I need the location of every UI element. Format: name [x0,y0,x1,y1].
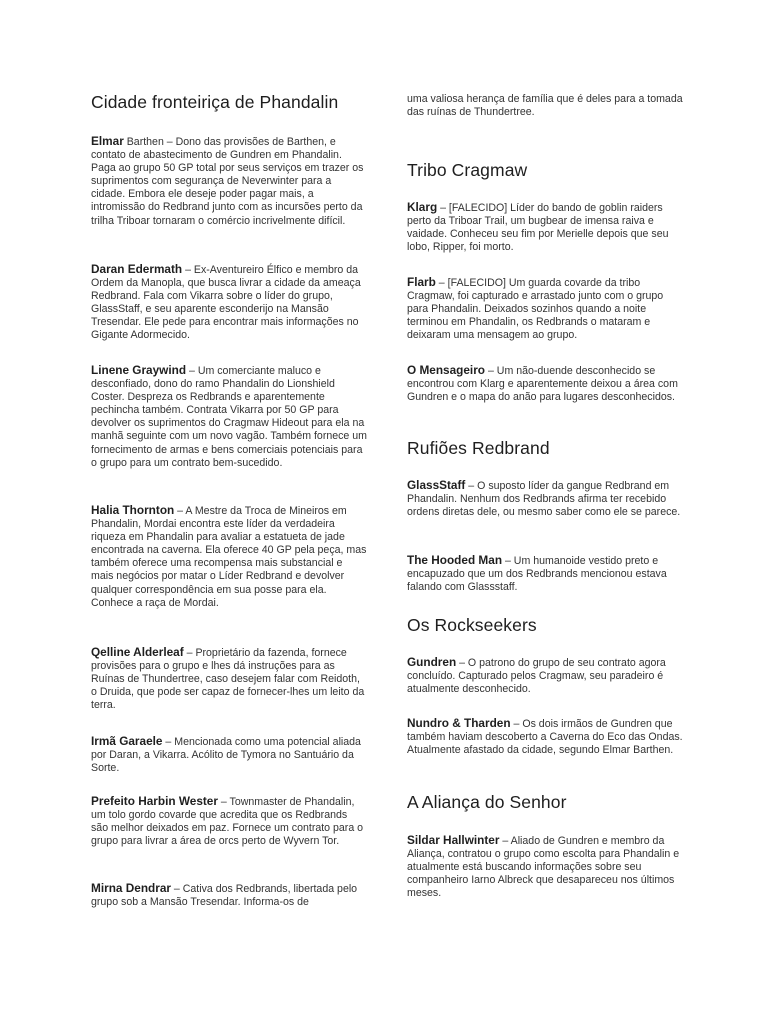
entry-name: Flarb [407,275,436,289]
entry-text: – [FALECIDO] Um guarda covarde da tribo Cragmaw, foi capturado e arrastado junto com o grupo para Phandalin. Deixados sozinhos quando a noite terminou em Phandalin, os Redbrands o mataram e deixaram uma mensagem ao grupo. [407,277,664,342]
section-heading-redbrand: Rufiões Redbrand [407,438,550,458]
entry-nundro-tharden [407,717,683,757]
entry-name: Mirna Dendrar [91,881,171,895]
entry-name: Sildar Hallwinter [407,833,500,847]
entry-linene [91,364,367,470]
entry-text: – Proprietário da fazenda, fornece provisões para o grupo e lhes dá instruções para as Ruínas de Thundertree, caso desejem falar com Reidoth, o Druida, que pode ser capaz de fornecer-lhes um leito da terra. [91,647,365,712]
entry-text: – O patrono do grupo de seu contrato agora concluído. Capturado pelos Cragmaw, seu paradeiro é atualmente desconhecido. [407,657,666,696]
entry-harbin [91,795,367,848]
entry-name: Klarg [407,200,438,214]
entry-name: Nundro & Tharden [407,716,511,730]
section-heading-phandalin: Cidade fronteiriça de Phandalin [91,92,339,112]
entry-text: – [FALECIDO] Líder do bando de goblin raiders perto da Triboar Trail, um bugbear de imensa raiva e vaidade. Conheceu seu fim por Merielle depois que seu lobo, Ripper, foi morto. [407,202,669,254]
entry-halia [91,504,367,610]
entry-text: – Um não-duende desconhecido se encontrou com Klarg e aparentemente deixou a área com Gundren e o mapa do anão para lugares desconhecidos. [407,365,678,404]
section-heading-cragmaw: Tribo Cragmaw [407,160,528,180]
entry-hooded-man [407,554,683,594]
entry-text: – Um comerciante maluco e desconfiado, dono do ramo Phandalin do Lionshield Coster. Despreza os Redbrands e aparentemente pechincha também. Contrata Vikarra por 50 GP para devolver os suprimentos do Cragmaw Hideout para ela na manhã seguinte com um novo vagão. Também fornece um fornecimento de armas e bens comerciais potenciais para o grupo para um contrato bem-sucedido. [91,365,367,469]
entry-text: – Aliado de Gundren e membro da Aliança, contratou o grupo como escolta para Phandalin e atualmente está buscando informações sobre seu companheiro Iarno Albreck que desapareceu nos últimos meses. [407,835,680,900]
entry-sildar [407,834,683,900]
entry-gundren [407,656,683,696]
entry-text: Barthen – Dono das provisões de Barthen, e contato de abastecimento de Gundren em Phandalin. Paga ao grupo 50 GP total por seus serviços em trazer os suprimentos com segurança de Neverwinter para a cidade. Embora ele deseje poder pagar mais, a intromissão do Redbrand junto com as incursões perto da trilha Triboar tornaram o comércio incrivelmente difícil. [91,136,364,227]
entry-mirna [91,882,367,909]
entry-name: Linene Graywind [91,363,187,377]
entry-text: – A Mestre da Troca de Mineiros em Phandalin, Mordai encontra este líder da verdadeira riqueza em Phandalin para avaliar a estatueta de jade encontrada na caverna. Ela oferece 40 GP pela peça, mas também oferece uma recompensa mais substancial e mais negócios por matar o Líder Redbrand e devolver qualquer correspondência em sua posse para ela. Conhece a raça de Mordai. [91,505,367,609]
entry-name: Prefeito Harbin Wester [91,794,218,808]
entry-text: – Cativa dos Redbrands, libertada pelo grupo sob a Mansão Tresendar. Informa-os de [91,883,358,909]
entry-name: GlassStaff [407,478,466,492]
entry-mensageiro [407,364,683,404]
entry-text: – Mencionada como uma potencial aliada por Daran, a Vikarra. Acólito de Tymora no Santuário da Sorte. [91,736,361,775]
entry-name: Gundren [407,655,457,669]
entry-daran [91,263,367,343]
entry-name: Irmã Garaele [91,734,163,748]
continuation-text: uma valiosa herança de família que é deles para a tomada das ruínas de Thundertree. [407,93,683,119]
entry-name: The Hooded Man [407,553,503,567]
entry-flarb [407,276,683,342]
entry-glassstaff [407,479,683,519]
entry-name: Daran Edermath [91,262,183,276]
entry-name: Qelline Alderleaf [91,645,184,659]
entry-name: Halia Thornton [91,503,175,517]
entry-elmar [91,135,367,228]
entry-text: – Um humanoide vestido preto e encapuzado que um dos Redbrands mencionou estava falando com Glassstaff. [407,555,667,594]
entry-text: – Townmaster de Phandalin, um tolo gordo covarde que acredita que os Redbrands são melhor deixados em paz. Fornece um contrato para o grupo para livrar a área de orcs perto de Wyvern Tor. [91,796,364,848]
entry-name: Elmar [91,134,124,148]
entry-name: O Mensageiro [407,363,486,377]
entry-text: – Os dois irmãos de Gundren que também haviam descoberto a Caverna do Eco das Ondas. Atualmente afastado da cidade, segundo Elmar Barthen. [407,718,683,757]
entry-text: – Ex-Aventureiro Élfico e membro da Ordem da Manopla, que busca livrar a cidade da ameaça Redbrand. Fala com Vikarra sobre o líder do grupo, GlassStaff, e seu aparente esconderijo na Mansão Tresendar. Ele pede para encontrar mais informações no Gigante Adormecido. [91,264,361,342]
entry-klarg [407,201,683,254]
section-heading-rockseekers: Os Rockseekers [407,615,537,635]
entry-text: – O suposto líder da gangue Redbrand em Phandalin. Nenhum dos Redbrands afirma ter recebido ordens diretas dele, ou mesmo saber como ele se parece. [407,480,681,519]
entry-qelline [91,646,367,712]
section-heading-alianca: A Aliança do Senhor [407,792,567,812]
entry-garaele [91,735,367,775]
